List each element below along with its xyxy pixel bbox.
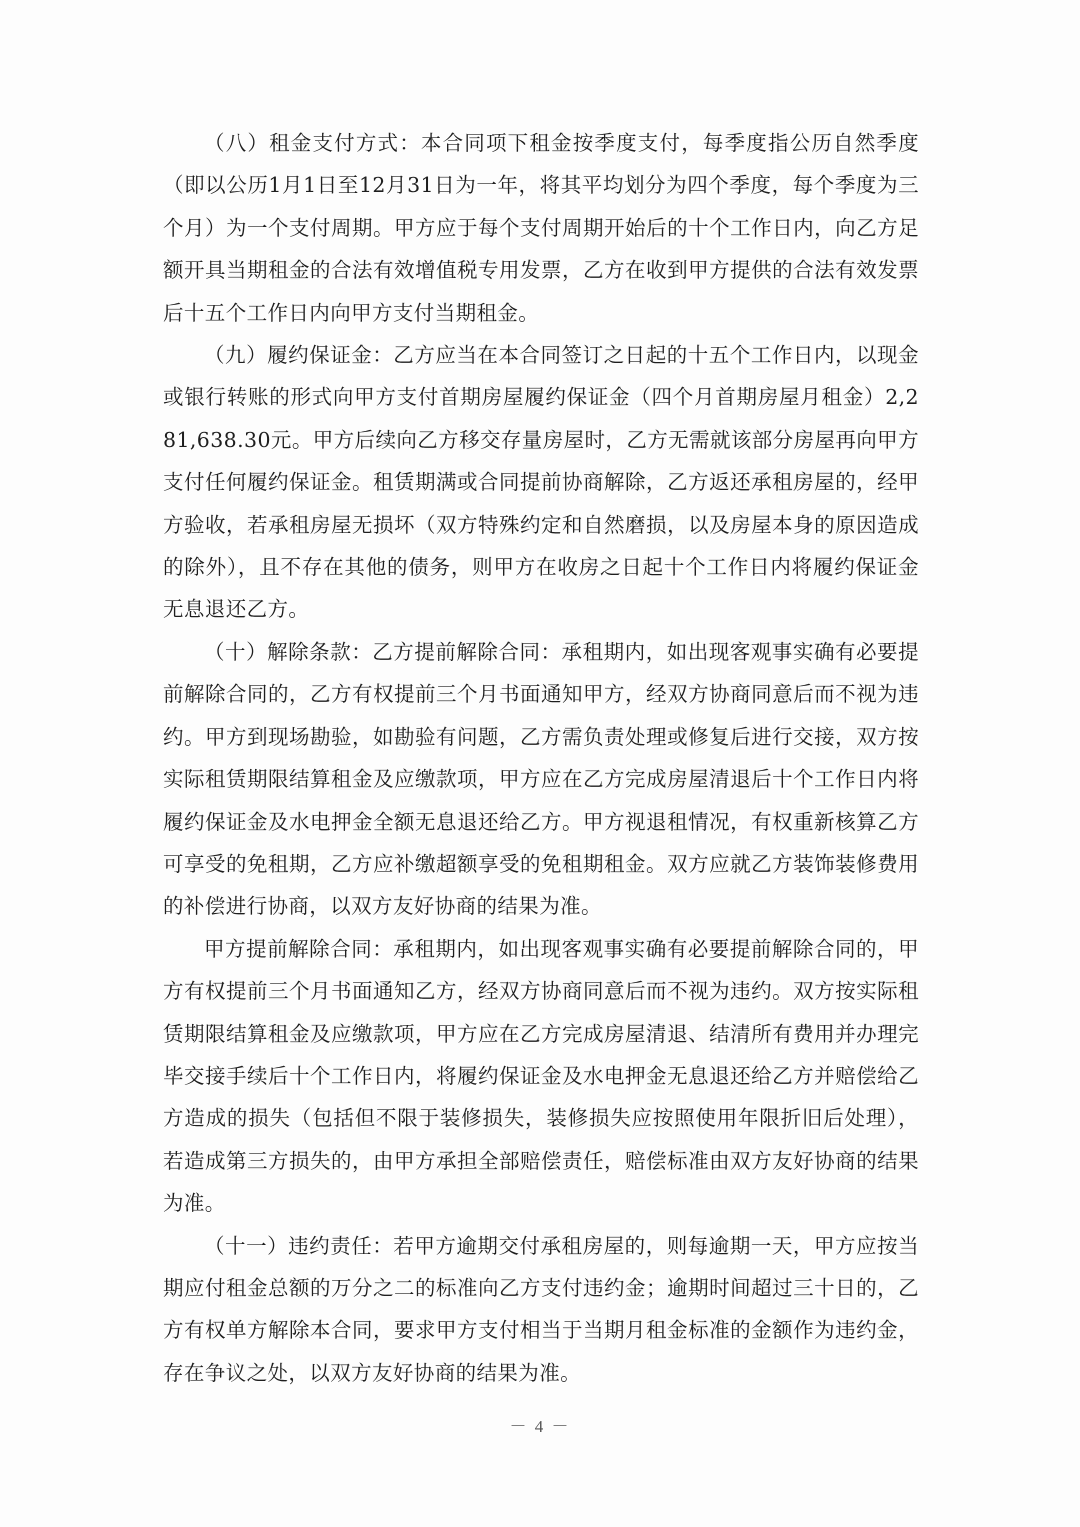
clause-11-liability: （十一）违约责任：若甲方逾期交付承租房屋的，则每逾期一天，甲方应按当期应付租金总额的万分之二的标准向乙方支付违约金；逾期时间超过三十日的，乙方有权单方解除本合同，要求甲方支付相当于当期月租金标准的金额作为违约金，存在争议之处，以双方友好协商的结果为准。: [163, 1233, 919, 1385]
clause-10-termination-landlord: 甲方提前解除合同：承租期内，如出现客观事实确有必要提前解除合同的，甲方有权提前三个月书面通知乙方，经双方协商同意后而不视为违约。双方按实际租赁期限结算租金及应缴款项，甲方应在乙方完成房屋清退、结清所有费用并办理完毕交接手续后十个工作日内，将履约保证金及水电押金无息退还给乙方并赔偿给乙方造成的损失（包括但不限于装修损失，装修损失应按照使用年限折旧后处理），若造成第三方损失的，由甲方承担全部赔偿责任，赔偿标准由双方友好协商的结果为准。: [163, 936, 919, 1216]
clause-9-performance-deposit: （九）履约保证金：乙方应当在本合同签订之日起的十五个工作日内，以现金或银行转账的形式向甲方支付首期房屋履约保证金（四个月首期房屋月租金）2,281,638.30元。甲方后续向乙方移交存量房屋时，乙方无需就该部分房屋再向甲方支付任何履约保证金。租赁期满或合同提前协商解除，乙方返还承租房屋的，经甲方验收，若承租房屋无损坏（双方特殊约定和自然磨损，以及房屋本身的原因造成的除外），且不存在其他的债务，则甲方在收房之日起十个工作日内将履约保证金无息退还乙方。: [163, 343, 919, 622]
document-body: [163, 122, 919, 1394]
page-number: － 4 －: [509, 1417, 571, 1436]
clause-8-rent-payment: （八）租金支付方式：本合同项下租金按季度支付，每季度指公历自然季度（即以公历1月1日至12月31日为一年，将其平均划分为四个季度，每个季度为三个月）为一个支付周期。甲方应于每个支付周期开始后的十个工作日内，向乙方足额开具当期租金的合法有效增值税专用发票，乙方在收到甲方提供的合法有效发票后十五个工作日内向甲方支付当期租金。: [163, 131, 919, 325]
clause-10-termination-tenant: （十）解除条款：乙方提前解除合同：承租期内，如出现客观事实确有必要提前解除合同的，乙方有权提前三个月书面通知甲方，经双方协商同意后而不视为违约。甲方到现场勘验，如勘验有问题，乙方需负责处理或修复后进行交接，双方按实际租赁期限结算租金及应缴款项，甲方应在乙方完成房屋清退后十个工作日内将履约保证金及水电押金全额无息退还给乙方。甲方视退租情况，有权重新核算乙方可享受的免租期，乙方应补缴超额享受的免租期租金。双方应就乙方装饰装修费用的补偿进行协商，以双方友好协商的结果为准。: [163, 639, 919, 919]
